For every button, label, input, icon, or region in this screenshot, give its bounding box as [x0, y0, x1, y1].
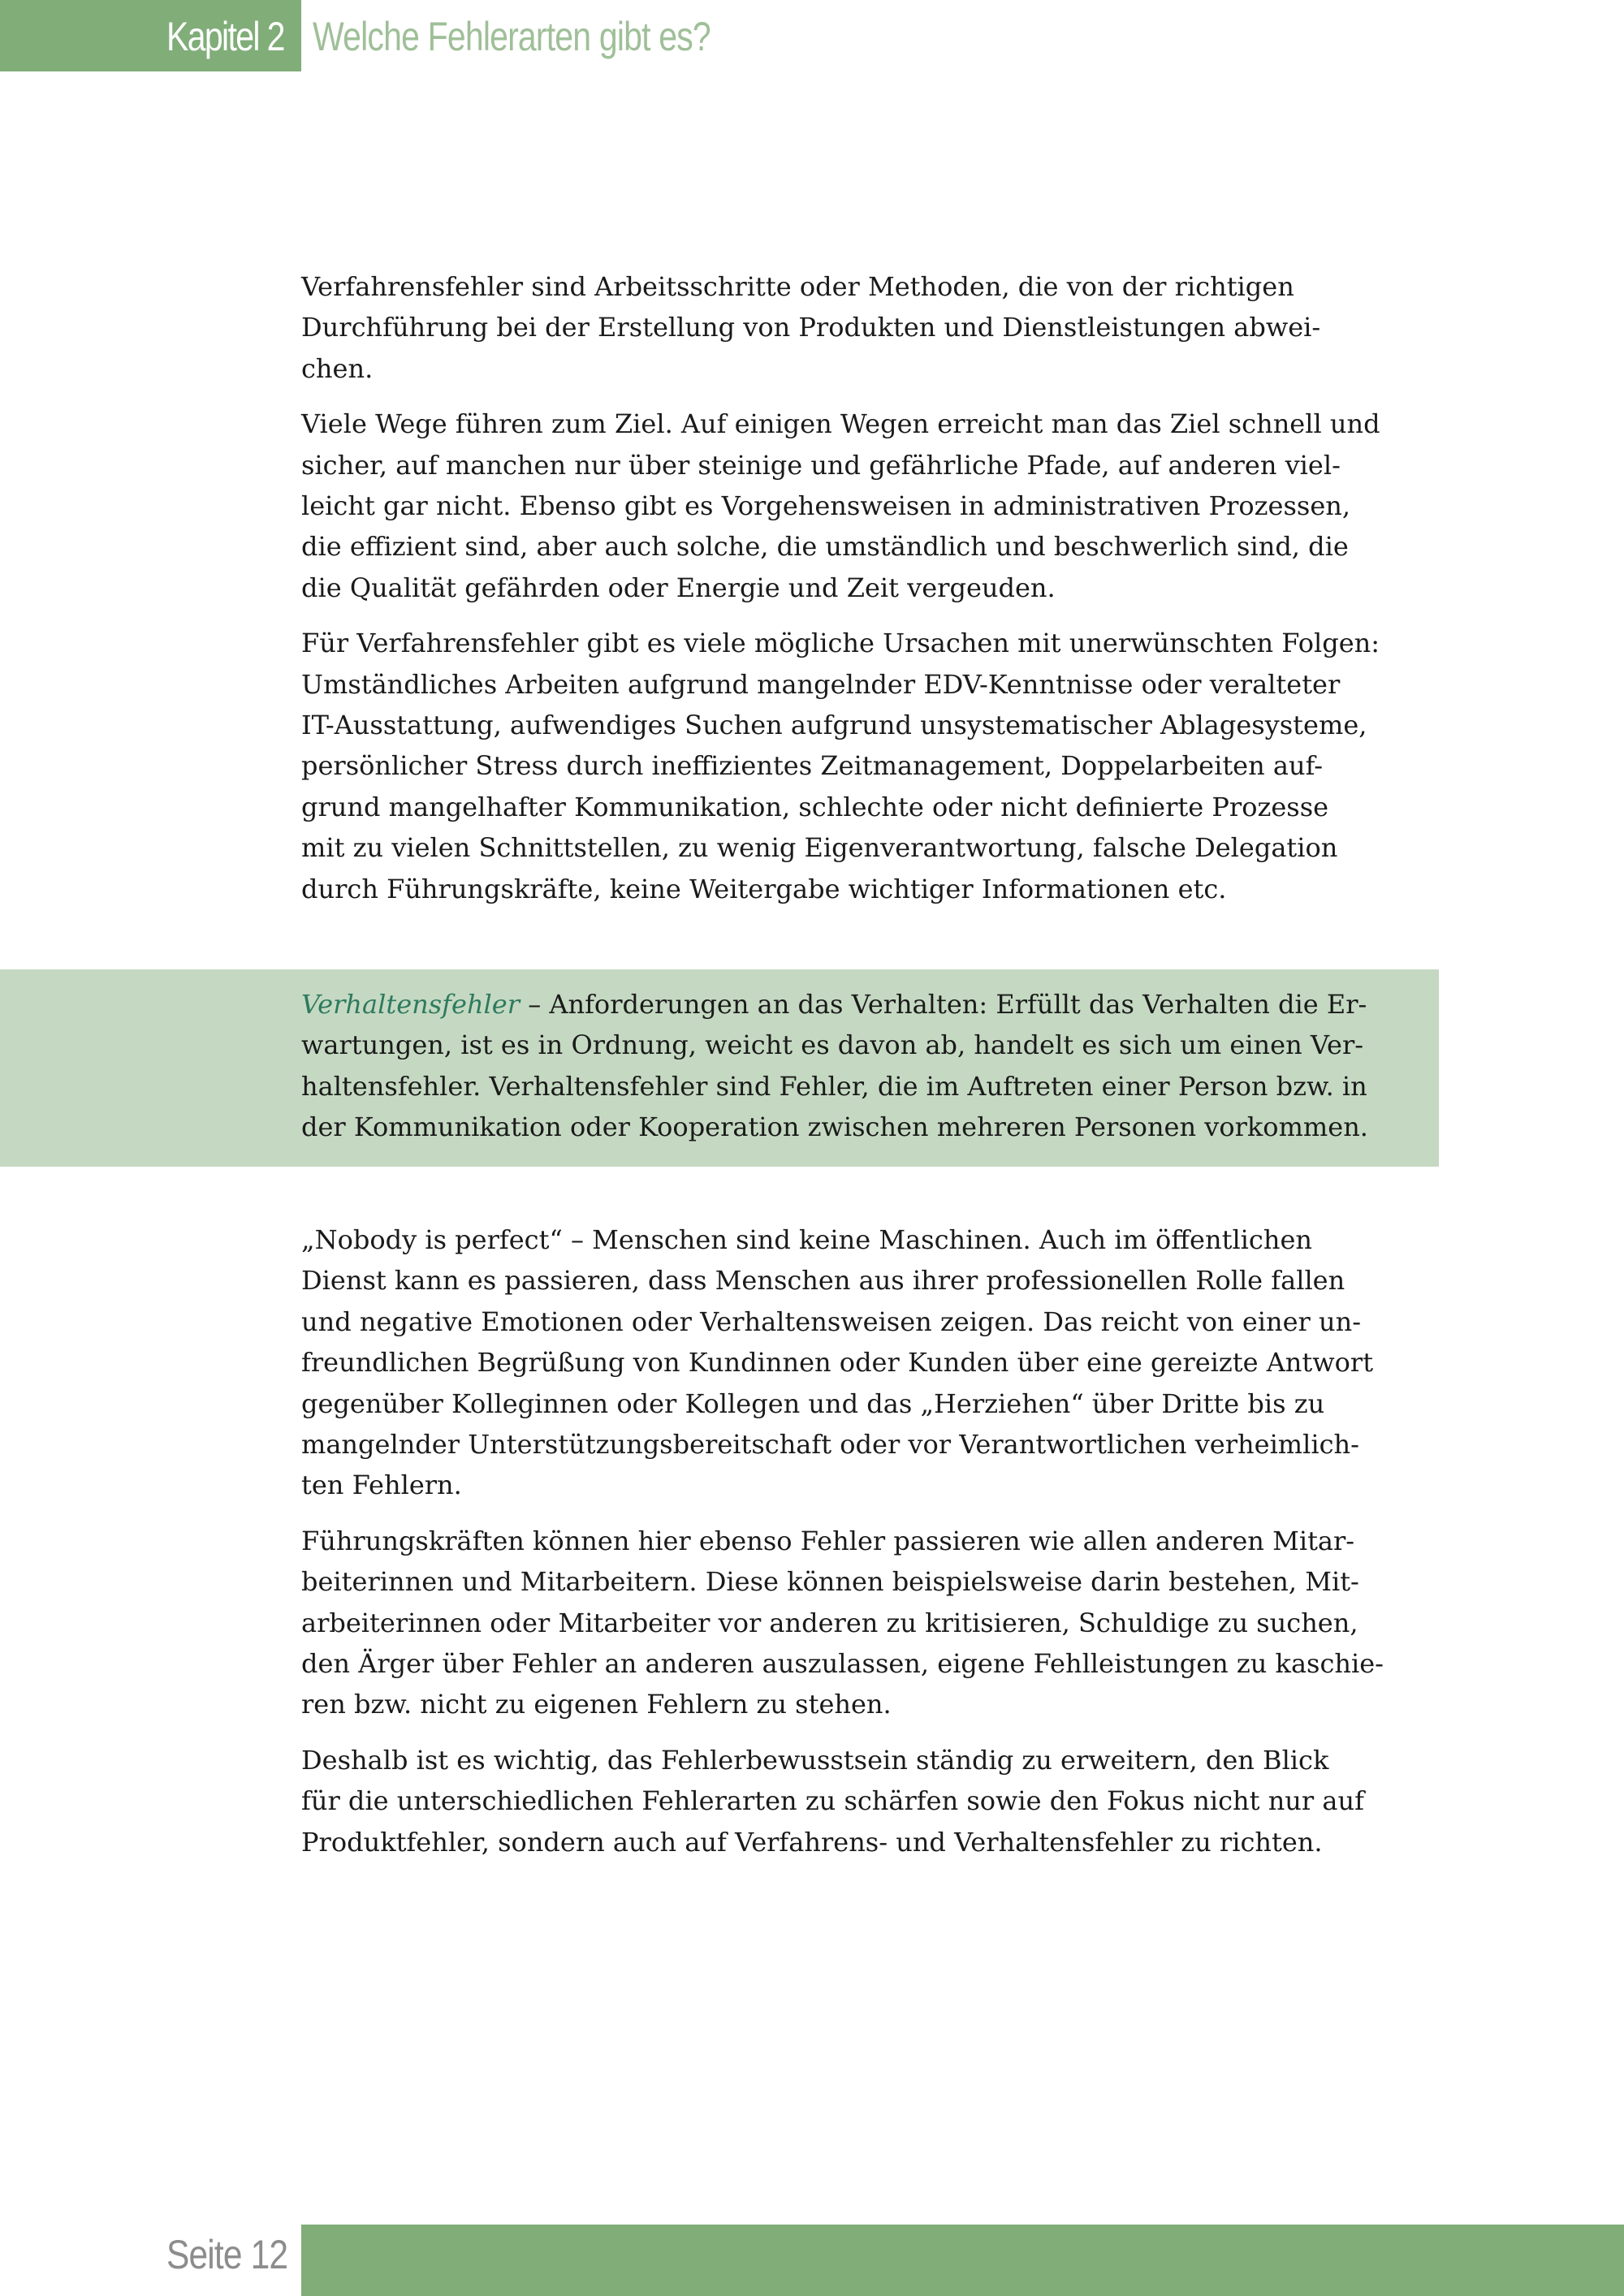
- text-line: arbeiterinnen oder Mitarbeiter vor anderen zu kritisieren, Schuldige zu suchen,: [301, 1607, 1358, 1638]
- text-line: freundlichen Begrüßung von Kundinnen oder Kunden über eine gereizte Antwort: [301, 1347, 1374, 1379]
- text-line: gegenüber Kolleginnen oder Kollegen und das „Herziehen“ über Dritte bis zu: [301, 1388, 1325, 1419]
- paragraph: [301, 404, 1380, 608]
- text-line: Verfahrensfehler sind Arbeitsschritte oder Methoden, die von der richtigen: [301, 271, 1294, 302]
- paragraph: [301, 623, 1380, 909]
- text-line: für die unterschiedlichen Fehlerarten zu schärfen sowie den Fokus nicht nur auf: [301, 1785, 1364, 1817]
- text-line: IT-Ausstattung, aufwendiges Suchen aufgrund unsystematischer Ablagesysteme,: [301, 710, 1367, 741]
- text-line: grund mangelhafter Kommunikation, schlechte oder nicht definierte Prozesse: [301, 791, 1329, 822]
- text-line: Führungskräften können hier ebenso Fehler passieren wie allen anderen Mitar-: [301, 1525, 1355, 1556]
- text-line: ten Fehlern.: [301, 1470, 462, 1501]
- text-line: chen.: [301, 352, 374, 384]
- text-line: persönlicher Stress durch ineffizientes Zeitmanagement, Doppelarbeiten auf-: [301, 750, 1324, 782]
- definition-term: Verhaltensfehler: [301, 989, 520, 1020]
- text-line: sicher, auf manchen nur über steinige und gefährliche Pfade, auf anderen viel-: [301, 449, 1341, 481]
- footer-color-bar: [301, 2225, 1624, 2296]
- definition-paragraph: [301, 984, 1368, 1148]
- text-line: [301, 984, 1367, 1025]
- paragraph: [301, 266, 1349, 389]
- definition-text: – Anforderungen an das Verhalten: Erfüllt das Verhalten die Er-: [520, 989, 1367, 1020]
- text-line: ren bzw. nicht zu eigenen Fehlern zu stehen.: [301, 1689, 892, 1720]
- section-behavior-errors: [301, 1219, 1384, 1862]
- text-line: die Qualität gefährden oder Energie und Zeit vergeuden.: [301, 572, 1056, 603]
- text-line: Produktfehler, sondern auch auf Verfahrens- und Verhaltensfehler zu richten.: [301, 1826, 1323, 1858]
- page-header: [0, 0, 1624, 71]
- text-line: Für Verfahrensfehler gibt es viele mögliche Ursachen mit unerwünschten Folgen:: [301, 628, 1380, 659]
- text-line: „Nobody is perfect“ – Menschen sind keine Maschinen. Auch im öffentlichen: [301, 1224, 1312, 1255]
- text-line: den Ärger über Fehler an anderen auszulassen, eigene Fehlleistungen zu kaschie-: [301, 1648, 1384, 1680]
- text-line: Viele Wege führen zum Ziel. Auf einigen Wegen erreicht man das Ziel schnell und: [301, 408, 1380, 440]
- paragraph: [301, 1219, 1374, 1506]
- text-line: Deshalb ist es wichtig, das Fehlerbewusstsein ständig zu erweitern, den Blick: [301, 1744, 1329, 1776]
- text-line: mangelnder Unterstützungsbereitschaft oder vor Verantwortlichen verheimlich-: [301, 1429, 1359, 1461]
- text-line: beiterinnen und Mitarbeitern. Diese können beispielsweise darin bestehen, Mit-: [301, 1566, 1359, 1598]
- section-procedural-errors: [301, 266, 1380, 909]
- text-line: der Kommunikation oder Kooperation zwischen mehreren Personen vorkommen.: [301, 1111, 1368, 1143]
- text-line: und negative Emotionen oder Verhaltensweisen zeigen. Das reicht von einer un-: [301, 1306, 1362, 1337]
- text-line: Umständliches Arbeiten aufgrund mangelnder EDV-Kenntnisse oder veralteter: [301, 668, 1341, 700]
- text-line: Durchführung bei der Erstellung von Produkten und Dienstleistungen abwei-: [301, 312, 1321, 343]
- page-number: Seite 12: [166, 2232, 288, 2277]
- chapter-title: Welche Fehlerarten gibt es?: [313, 14, 710, 59]
- text-line: durch Führungskräfte, keine Weitergabe wichtiger Informationen etc.: [301, 873, 1227, 904]
- text-line: leicht gar nicht. Ebenso gibt es Vorgehensweisen in administrativen Prozessen,: [301, 490, 1351, 522]
- text-line: wartungen, ist es in Ordnung, weicht es davon ab, handelt es sich um einen Ver-: [301, 1029, 1364, 1061]
- paragraph: [301, 1521, 1384, 1725]
- section-behavior-definition: [301, 984, 1368, 1148]
- text-line: Dienst kann es passieren, dass Menschen aus ihrer professionellen Rolle fallen: [301, 1265, 1345, 1297]
- chapter-label: Kapitel 2: [166, 14, 284, 59]
- text-line: haltensfehler. Verhaltensfehler sind Fehler, die im Auftreten einer Person bzw. in: [301, 1070, 1367, 1102]
- text-line: mit zu vielen Schnittstellen, zu wenig Eigenverantwortung, falsche Delegation: [301, 832, 1338, 864]
- paragraph: [301, 1740, 1364, 1862]
- text-line: die effizient sind, aber auch solche, die umständlich und beschwerlich sind, die: [301, 531, 1349, 563]
